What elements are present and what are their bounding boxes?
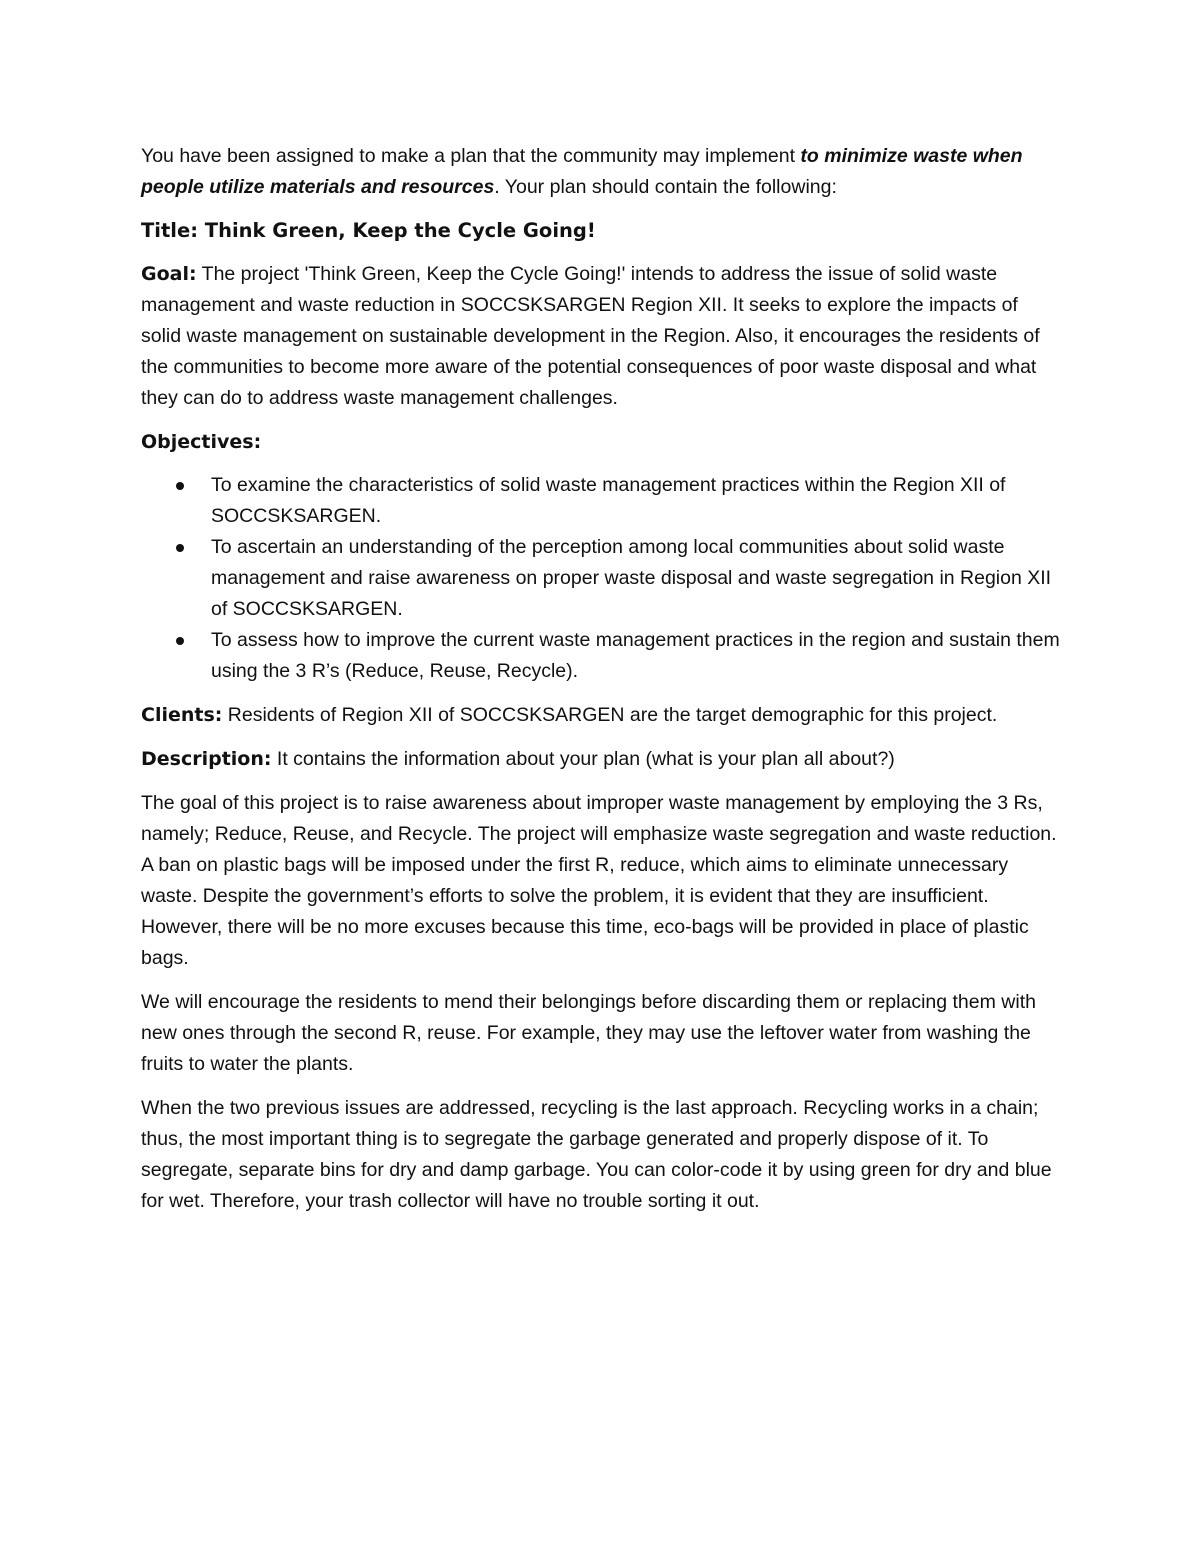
bullet-icon: [176, 544, 184, 552]
title-label: Title:: [141, 219, 199, 242]
bullet-icon: [176, 637, 184, 645]
intro-text: You have been assigned to make a plan that the community may implement: [141, 145, 801, 167]
clients-label: Clients:: [141, 704, 223, 726]
title-text: Think Green, Keep the Cycle Going!: [198, 219, 596, 242]
list-item: [141, 532, 1061, 625]
body-paragraph-reduce: The goal of this project is to raise awareness about improper waste management by employing the 3 Rs, namely; Reduce, Reuse, and Recycle. The project will emphasize waste segregation and waste reduction. A ban on plastic bags will be imposed under the first R, reduce, which aims to eliminate unnecessary waste. Despite the government’s efforts to solve the problem, it is evident that they are insufficient. However, there will be no more excuses because this time, eco-bags will be provided in place of plastic bags.: [141, 792, 1057, 969]
clients-paragraph: [141, 700, 1061, 731]
document-page: [141, 141, 1061, 1230]
intro-paragraph: [141, 141, 1061, 203]
list-item: [141, 625, 1061, 687]
description-text: It contains the information about your plan (what is your plan all about?): [271, 748, 895, 770]
objective-text: To ascertain an understanding of the perception among local communities about solid waste management and raise awareness on proper waste disposal and waste segregation in Region XII of SOCCSKSARGEN.: [211, 536, 1052, 620]
objectives-label: Objectives:: [141, 431, 262, 453]
list-item: [141, 470, 1061, 532]
goal-text: The project 'Think Green, Keep the Cycle Going!' intends to address the issue of solid waste management and waste reduction in SOCCSKSARGEN Region XII. It seeks to explore the impacts of solid waste management on sustainable development in the Region. Also, it encourages the residents of the communities to become more aware of the potential consequences of poor waste disposal and what they can do to address waste management challenges.: [141, 263, 1040, 409]
goal-label: Goal:: [141, 263, 197, 285]
body-paragraph-recycle: When the two previous issues are addressed, recycling is the last approach. Recycling works in a chain; thus, the most important thing is to segregate the garbage generated and properly dispose of it. To segregate, separate bins for dry and damp garbage. You can color-code it by using green for dry and blue for wet. Therefore, your trash collector will have no trouble sorting it out.: [141, 1097, 1052, 1212]
description-paragraph: [141, 744, 1061, 775]
body-paragraph-reuse: We will encourage the residents to mend their belongings before discarding them or replacing them with new ones through the second R, reuse. For example, they may use the leftover water from washing the fruits to water the plants.: [141, 991, 1036, 1075]
objective-text: To assess how to improve the current waste management practices in the region and sustain them using the 3 R’s (Reduce, Reuse, Recycle).: [211, 629, 1060, 682]
objectives-list: [141, 470, 1061, 687]
plan-title: [141, 215, 1061, 246]
description-label: Description:: [141, 748, 272, 770]
goal-paragraph: [141, 259, 1061, 414]
intro-emphasis: to minimize waste when people utilize materials and resources: [141, 145, 1023, 198]
bullet-icon: [176, 482, 184, 490]
intro-text-end: . Your plan should contain the following:: [494, 176, 837, 198]
clients-text: Residents of Region XII of SOCCSKSARGEN are the target demographic for this project.: [222, 704, 998, 726]
objectives-heading: [141, 427, 1061, 458]
objective-text: To examine the characteristics of solid waste management practices within the Region XII of SOCCSKSARGEN.: [211, 474, 1006, 527]
